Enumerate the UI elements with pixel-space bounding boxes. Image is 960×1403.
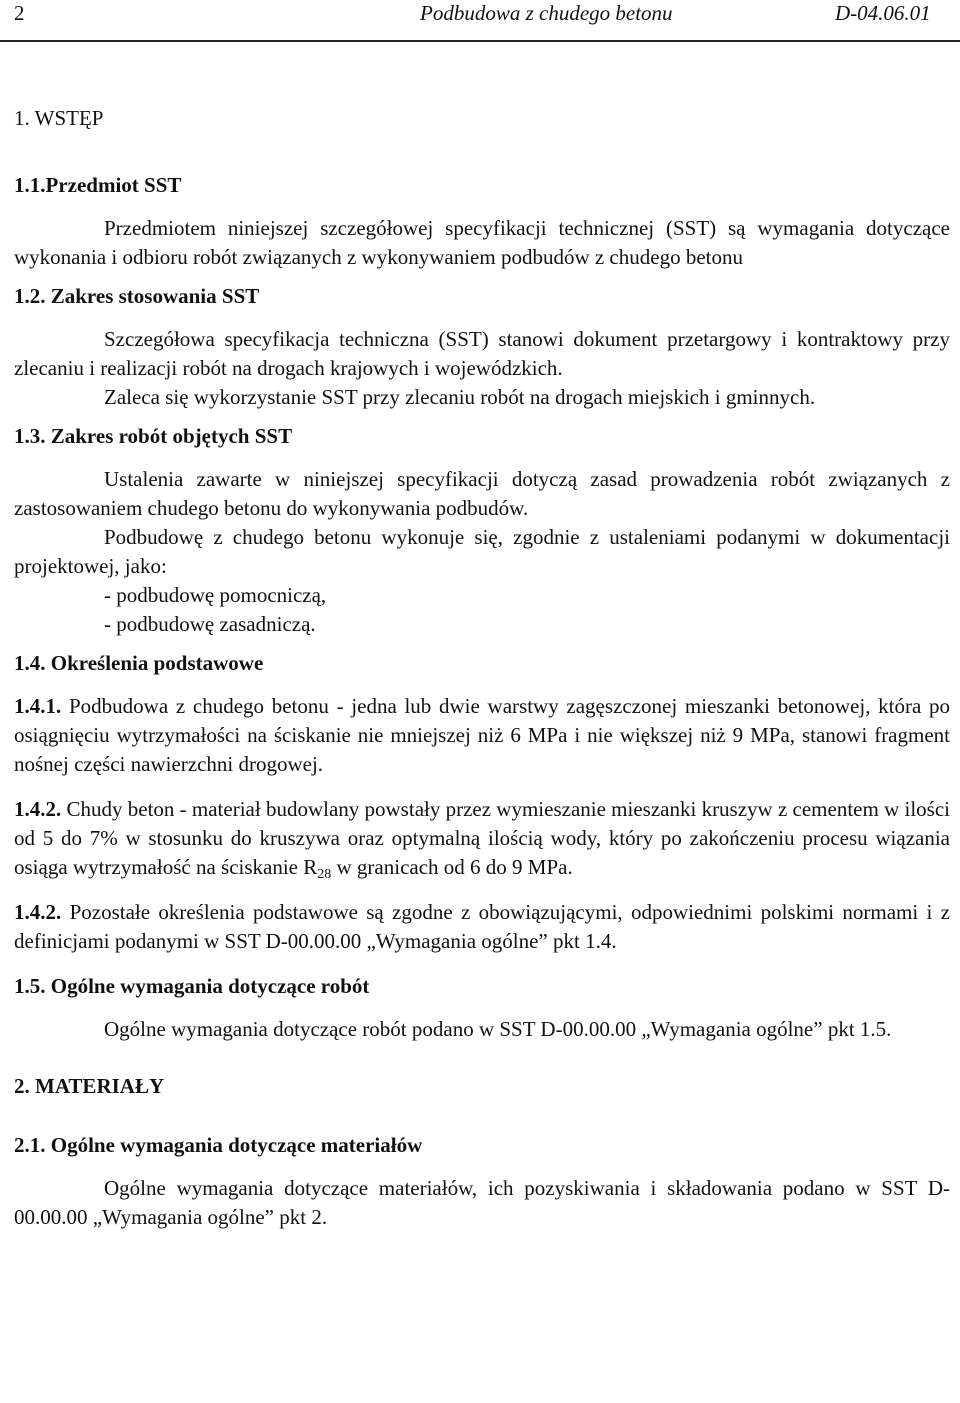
definition-text: Chudy beton - materiał budowlany powstały przez wymieszanie mieszanki kruszyw z cementem w ilości od 5 do 7% w stosunku do kruszywa oraz optymalną ilością wody, który po zakończeniu procesu wiązania osiąga wytrzymałość na ściskanie R	[14, 797, 950, 879]
section-1-3-paragraph-1: Ustalenia zawarte w niniejszej specyfikacji dotyczą zasad prowadzenia robót związanych z zastosowaniem chudego betonu do wykonywania podbudów.	[14, 467, 950, 520]
section-1-2-paragraph-1: Szczegółowa specyfikacja techniczna (SST) stanowi dokument przetargowy i kontraktowy przy zlecaniu i realizacji robót na drogach krajowych i wojewódzkich.	[14, 327, 950, 380]
section-2-heading: 2. MATERIAŁY	[14, 1074, 165, 1098]
list-item: - podbudowę zasadniczą.	[104, 612, 316, 636]
definition-number: 1.4.2.	[14, 797, 62, 821]
section-2-1-heading: 2.1. Ogólne wymagania dotyczące materiałów	[14, 1133, 423, 1157]
section-1-5-heading: 1.5. Ogólne wymagania dotyczące robót	[14, 974, 370, 998]
definition-text: Podbudowa z chudego betonu - jedna lub dwie warstwy zagęszczonej mieszanki betonowej, która po osiągnięciu wytrzymałości na ściskanie nie mniejszej niż 6 MPa i nie większej niż 9 MPa, stanowi fragment nośnej części nawierzchni drogowej.	[14, 694, 951, 776]
subscript: 28	[317, 867, 332, 882]
section-2-1-text: Ogólne wymagania dotyczące materiałów, ich pozyskiwania i składowania podano w SST D-00.00.00 „Wymagania ogólne” pkt 2.	[14, 1176, 950, 1229]
section-1-3-paragraph-2: Podbudowę z chudego betonu wykonuje się, zgodnie z ustaleniami podanymi w dokumentacji projektowej, jako:	[14, 525, 950, 578]
section-1-3-heading: 1.3. Zakres robót objętych SST	[14, 424, 293, 448]
page-header	[0, 0, 960, 42]
section-1-1-heading: 1.1.Przedmiot SST	[14, 173, 182, 197]
page-number: 2	[14, 1, 25, 25]
definition-number: 1.4.2.	[14, 900, 62, 924]
definition-text: Pozostałe określenia podstawowe są zgodne z obowiązującymi, odpowiednimi polskimi normami i z definicjami podanymi w SST D-00.00.00 „Wymagania ogólne” pkt 1.4.	[14, 900, 951, 953]
section-1-2-heading: 1.2. Zakres stosowania SST	[14, 284, 260, 308]
section-1-2-paragraph-2: Zaleca się wykorzystanie SST przy zlecaniu robót na drogach miejskich i gminnych.	[104, 385, 816, 409]
definition-number: 1.4.1.	[14, 694, 62, 718]
definition-1-4-2	[14, 795, 950, 882]
section-1-1-text: Przedmiotem niniejszej szczegółowej specyfikacji technicznej (SST) są wymagania dotyczące wykonania i odbioru robót związanych z wykonywaniem podbudów z chudego betonu	[14, 216, 950, 269]
section-1-5-text: Ogólne wymagania dotyczące robót podano w SST D-00.00.00 „Wymagania ogólne” pkt 1.5.	[104, 1017, 892, 1041]
definition-text-tail: w granicach od 6 do 9 MPa.	[331, 855, 573, 879]
document-body	[14, 104, 950, 1232]
document-code: D-04.06.01	[835, 1, 931, 25]
document-title: Podbudowa z chudego betonu	[420, 1, 673, 25]
list-item: - podbudowę pomocniczą,	[104, 583, 327, 607]
section-1-4-heading: 1.4. Określenia podstawowe	[14, 651, 264, 675]
section-1-heading: 1. WSTĘP	[14, 106, 104, 130]
definition-1-4-3	[14, 898, 950, 956]
definition-1-4-1	[14, 692, 950, 779]
